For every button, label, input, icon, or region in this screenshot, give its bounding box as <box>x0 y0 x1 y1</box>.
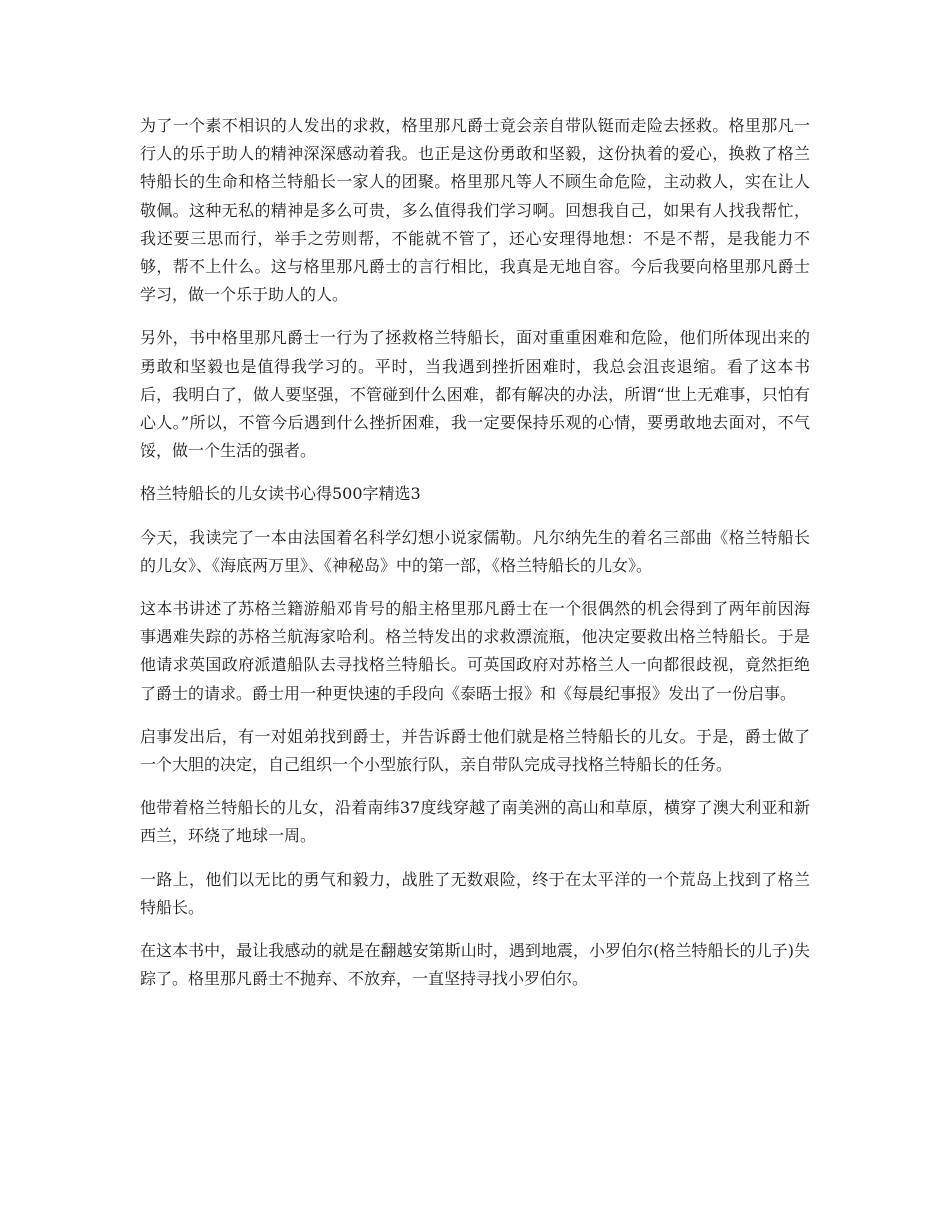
paragraph-6: 他带着格兰特船长的儿女，沿着南纬37度线穿越了南美洲的高山和草原，横穿了澳大利亚和新西兰，环绕了地球一周。 <box>140 798 810 846</box>
paragraph-5: 启事发出后，有一对姐弟找到爵士，并告诉爵士他们就是格兰特船长的儿女。于是，爵士做了一个大胆的决定，自己组织一个小型旅行队，亲自带队完成寻找格兰特船长的任务。 <box>140 726 810 775</box>
paragraph-2: 另外，书中格里那凡爵士一行为了拯救格兰特船长，面对重重困难和危险，他们所体现出来的勇敢和坚毅也是值得我学习的。平时，当我遇到挫折困难时，我总会沮丧退缩。看了这本书后，我明白了，做人要坚强，不管碰到什么困难，都有解决的办法，所谓“世上无难事，只怕有心人。”所以，不管今后遇到什么挫折困难，我一定要保持乐观的心情，要勇敢地去面对，不气馁，做一个生活的强者。 <box>140 328 810 461</box>
paragraph-1: 为了一个素不相识的人发出的求救，格里那凡爵士竟会亲自带队铤而走险去拯救。格里那凡一行人的乐于助人的精神深深感动着我。也正是这份勇敢和坚毅，这份执着的爱心，换救了格兰特船长的生命和格兰特船长一家人的团聚。格里那凡等人不顾生命危险，主动救人，实在让人敬佩。这种无私的精神是多么可贵，多么值得我们学习啊。回想我自己，如果有人找我帮忙，我还要三思而行，举手之劳则帮，不能就不管了，还心安理得地想：不是不帮，是我能力不够，帮不上什么。这与格里那凡爵士的言行相比，我真是无地自容。今后我要向格里那凡爵士学习，做一个乐于助人的人。 <box>140 116 810 305</box>
section-heading: 格兰特船长的儿女读书心得500字精选3 <box>140 484 421 504</box>
paragraph-7: 一路上，他们以无比的勇气和毅力，战胜了无数艰险，终于在太平洋的一个荒岛上找到了格兰特船长。 <box>140 869 810 917</box>
paragraph-3: 今天，我读完了一本由法国着名科学幻想小说家儒勒。凡尔纳先生的着名三部曲《格兰特船长的儿女》、《海底两万里》、《神秘岛》中的第一部，《格兰特船长的儿女》。 <box>140 527 810 575</box>
document-page <box>140 112 810 1008</box>
paragraph-4: 这本书讲述了苏格兰籍游船邓肯号的船主格里那凡爵士在一个很偶然的机会得到了两年前因海事遇难失踪的苏格兰航海家哈利。格兰特发出的求救漂流瓶，他决定要救出格兰特船长。于是他请求英国政府派遣船队去寻找格兰特船长。可英国政府对苏格兰人一向都很歧视，竟然拒绝了爵士的请求。爵士用一种更快速的手段向《泰晤士报》和《每晨纪事报》发出了一份启事。 <box>140 599 810 703</box>
paragraph-8: 在这本书中，最让我感动的就是在翻越安第斯山时，遇到地震，小罗伯尔(格兰特船长的儿子)失踪了。格里那凡爵士不抛弃、不放弃，一直坚持寻找小罗伯尔。 <box>140 941 810 989</box>
